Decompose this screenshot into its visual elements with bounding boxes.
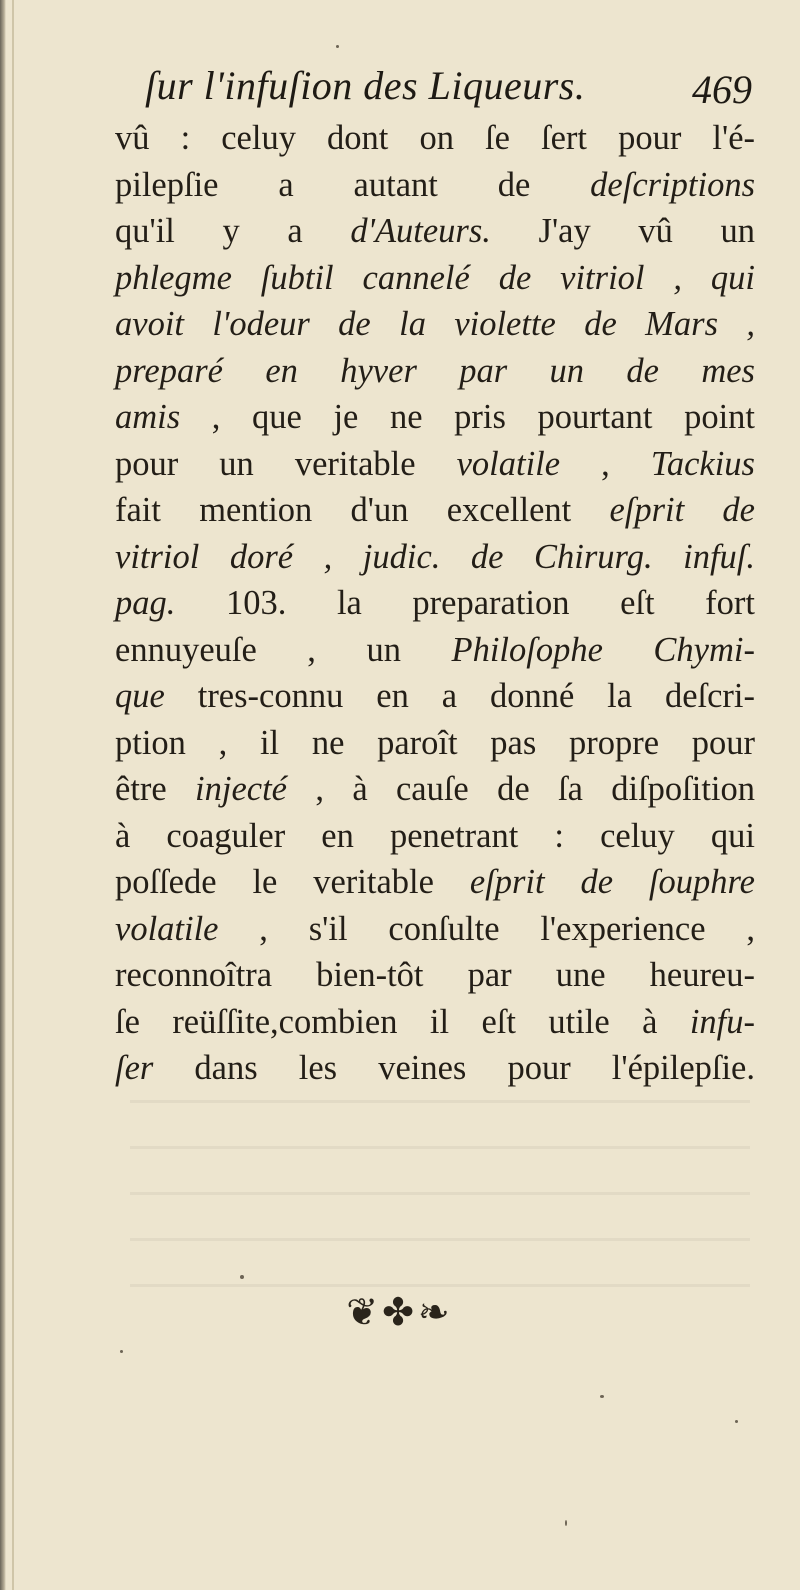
text-line: [115, 813, 755, 860]
text-line: [115, 487, 755, 534]
italic-text: volatile: [115, 909, 219, 948]
roman-text: qu'il y a: [115, 212, 351, 250]
italic-text: deſcriptions: [590, 165, 755, 204]
page-binding-edge: [0, 0, 6, 1590]
text-line: [115, 162, 755, 209]
paper-speck: [336, 45, 339, 48]
running-title: ſur l'infuſion des Liqueurs.: [145, 63, 586, 108]
roman-text: ,: [560, 444, 651, 483]
italic-text: infu-: [689, 1002, 755, 1041]
text-line: [115, 255, 755, 302]
italic-text: injecté: [195, 770, 287, 808]
text-line: [115, 441, 755, 488]
roman-text: , que je ne pris pourtant point: [180, 398, 755, 436]
italic-text: pag.: [115, 584, 176, 622]
italic-text: preparé en hyver par un de mes: [115, 351, 755, 390]
text-line: [115, 348, 755, 395]
roman-text: ſe reüſſite,combien il eſt utile à: [115, 1002, 690, 1041]
roman-text: 103. la preparation eſt fort: [175, 584, 755, 622]
italic-text: eſprit de ſouphre: [469, 863, 755, 901]
roman-text: être: [115, 770, 196, 808]
text-line: [115, 115, 755, 162]
paper-speck: [120, 1350, 123, 1353]
paper-speck: [600, 1395, 604, 1398]
paper-speck: [735, 1420, 738, 1423]
tailpiece-ornament: ❦✤❧: [346, 1290, 454, 1334]
italic-text: Tackius: [650, 444, 755, 483]
text-line: [115, 627, 755, 674]
text-line: [115, 720, 755, 767]
roman-text: reconnoîtra bien-tôt par une heureu-: [115, 956, 755, 994]
italic-text: eſprit de: [609, 491, 755, 529]
text-line: [115, 301, 755, 348]
paper-speck: [565, 1520, 567, 1526]
italic-text: phlegme ſubtil cannelé de vitriol , qui: [115, 258, 755, 297]
text-line: [115, 859, 755, 906]
paper-speck: [240, 1275, 244, 1279]
italic-text: ſer: [115, 1049, 154, 1087]
italic-text: d'Auteurs.: [350, 212, 491, 250]
italic-text: amis: [115, 398, 181, 436]
page-number: 469: [692, 67, 752, 112]
roman-text: pour un veritable: [115, 444, 457, 483]
italic-text: que: [115, 677, 165, 715]
text-line: [115, 208, 755, 255]
text-line: [115, 534, 755, 581]
roman-text: , à cauſe de ſa diſpoſition: [287, 770, 755, 808]
show-through-text: [130, 1100, 750, 1300]
roman-text: tres-connu en a donné la deſcri-: [164, 677, 755, 715]
roman-text: à coaguler en penetrant : celuy qui: [115, 816, 755, 855]
roman-text: poſſede le veritable: [115, 863, 470, 901]
text-line: [115, 766, 755, 813]
text-line: [115, 1045, 755, 1092]
text-line: [115, 673, 755, 720]
italic-text: vitriol doré , judic. de Chirurg. infuſ.: [115, 537, 755, 576]
italic-text: avoit l'odeur de la violette de Mars ,: [115, 305, 755, 343]
roman-text: J'ay vû un: [490, 212, 755, 250]
text-line: [115, 580, 755, 627]
text-line: [115, 906, 755, 953]
text-line: [115, 952, 755, 999]
roman-text: dans les veines pour l'épilepſie.: [153, 1049, 755, 1087]
italic-text: volatile: [456, 444, 561, 483]
text-line: [115, 394, 755, 441]
body-text: [115, 115, 755, 1092]
roman-text: vû : celuy dont on ſe ſert pour l'é-: [115, 119, 755, 157]
roman-text: ennuyeuſe , un: [115, 630, 452, 669]
roman-text: fait mention d'un excellent: [115, 491, 610, 529]
text-line: [115, 999, 755, 1046]
page-header: [145, 62, 780, 122]
roman-text: pilepſie a autant de: [115, 165, 591, 204]
roman-text: ption , il ne paroît pas propre pour: [115, 723, 755, 762]
italic-text: Philoſophe Chymi-: [451, 630, 755, 669]
page-fold-line: [12, 0, 14, 1590]
roman-text: , s'il conſulte l'experience ,: [218, 909, 755, 948]
